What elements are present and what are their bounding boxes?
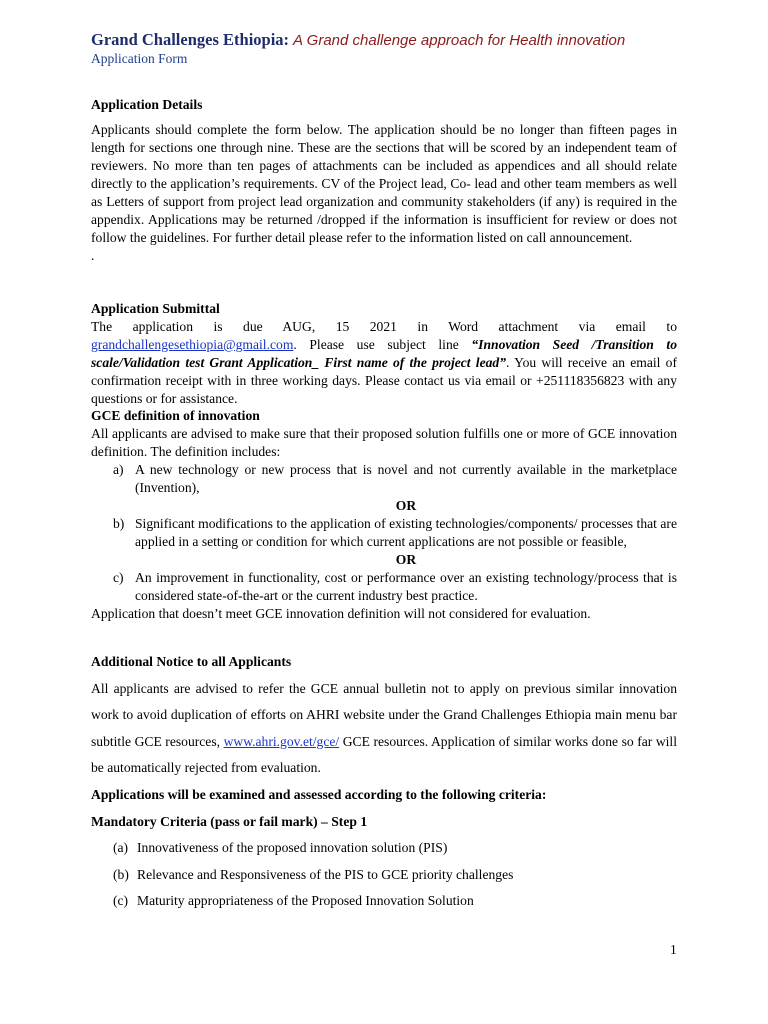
item-label: (a) (113, 840, 129, 855)
notice-section (91, 649, 677, 782)
notice-text-1: All applicants are advised to refer the GCE annual bulletin not to apply on previous similar innovation work to avoid duplication of efforts on AHRI website under the Grand Challenges Ethiopia main menu bar subtitle GCE resources, (91, 680, 677, 749)
submittal-text-2: . Please use subject line (293, 337, 472, 352)
item-label: b) (113, 516, 125, 531)
item-text: Maturity appropriateness of the Proposed Innovation Solution (137, 893, 474, 908)
form-label: Application Form (91, 51, 188, 66)
definition-item (91, 515, 677, 551)
document-header (91, 30, 625, 50)
criteria-heading: Applications will be examined and assessed according to the following criteria: (91, 787, 547, 802)
details-heading: Application Details (91, 97, 203, 112)
submittal-text (91, 318, 677, 408)
item-label: (b) (113, 866, 129, 882)
notice-text (91, 676, 677, 782)
notice-heading: Additional Notice to all Applicants (91, 654, 292, 669)
submittal-heading: Application Submittal (91, 301, 220, 316)
definition-intro: All applicants are advised to make sure that their proposed solution fulfills one or more of GCE innovation definition. The definition includes: (91, 426, 677, 459)
email-link[interactable]: grandchallengesethiopia@gmail.com (91, 337, 294, 352)
criteria-item (91, 888, 677, 915)
details-section (91, 96, 677, 265)
item-label: a) (113, 462, 124, 477)
criteria-section (91, 782, 677, 915)
details-trailing: . (91, 248, 95, 263)
submittal-text-1: The application is due AUG, 15 2021 in Word attachment via email to (91, 319, 677, 334)
item-text: A new technology or new process that is novel and not currently available in the marketplace (Invention), (135, 462, 677, 495)
item-text: Relevance and Responsiveness of the PIS to GCE priority challenges (137, 866, 514, 882)
header-subtitle: A Grand challenge approach for Health innovation (293, 32, 626, 49)
header-title: Grand Challenges Ethiopia: (91, 30, 290, 49)
item-label: (c) (113, 893, 129, 908)
submittal-text-3: . You will receive an email of confirmation receipt with in three working days. Please contact us via email or +251118356823 with any questions or for assistance. (91, 355, 677, 406)
ahri-link[interactable]: www.ahri.gov.et/gce/ (223, 733, 340, 749)
criteria-item (91, 835, 677, 862)
notice-text-2: GCE resources. Application of similar works done so far will be automatically rejected from evaluation. (91, 733, 677, 775)
definition-section (91, 407, 677, 623)
item-text: An improvement in functionality, cost or performance over an existing technology/process that is considered state-of-the-art or the current industry best practice. (135, 570, 677, 603)
submittal-section (91, 300, 677, 408)
item-label: c) (113, 570, 124, 585)
criteria-item (91, 862, 677, 889)
definition-item (91, 569, 677, 605)
criteria-subheading: Mandatory Criteria (pass or fail mark) – Step 1 (91, 813, 368, 829)
subject-line: “Innovation Seed /Transition to scale/Validation test Grant Application_ First name of the project lead” (91, 337, 677, 370)
page-number: 1 (670, 942, 677, 957)
definition-item (91, 461, 677, 497)
or-separator: OR (395, 552, 417, 567)
definition-closing: Application that doesn’t meet GCE innovation definition will not considered for evaluation. (91, 606, 591, 621)
item-text: Significant modifications to the application of existing technologies/components/ processes that are applied in a setting or condition for which current applications are not possible or feasible, (135, 516, 677, 549)
item-text: Innovativeness of the proposed innovation solution (PIS) (137, 840, 448, 855)
definition-heading: GCE definition of innovation (91, 408, 260, 423)
details-text: Applicants should complete the form below. The application should be no longer than fifteen pages in length for sections one through nine. These are the sections that will be scored by an independent team of reviewers. No more than ten pages of attachments can be included as appendices and all should relate directly to the application’s requirements. CV of the Project lead, Co- lead and other team members as well as Letters of support from project lead organization and community stakeholders (if any) is required in the appendix. Applications may be returned /dropped if the information is insufficient for review or does not follow the guidelines. For further detail please refer to the information listed on call announcement. (91, 122, 677, 245)
or-separator: OR (395, 498, 417, 513)
